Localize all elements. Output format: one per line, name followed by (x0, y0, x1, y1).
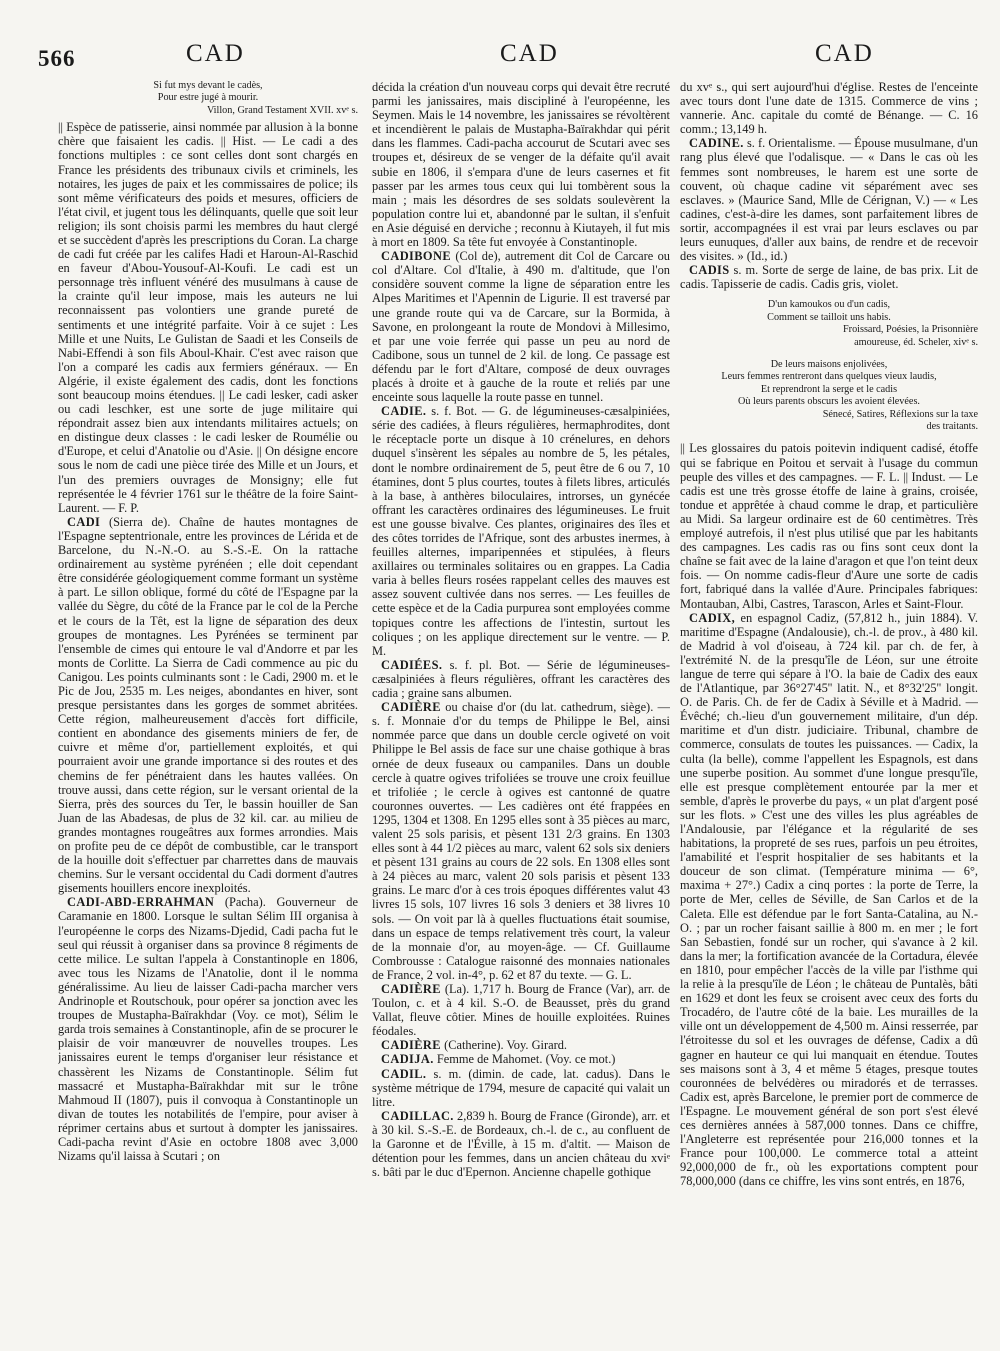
entry-headword: CADIX, (689, 610, 736, 625)
entry-text: (Catherine). Voy. Girard. (444, 1038, 568, 1053)
entry-text: s. f. pl. Bot. — Série de légumineuses-cæsalpiniées à fleurs régulières, offrant les caractères des cadia ; graine sans albumen. (372, 657, 670, 701)
running-head-right: CAD (815, 40, 874, 67)
entry-text: ou chaise d'or (du lat. cathedrum, siège). — s. f. Monnaie d'or du temps de Philippe le Bel, ainsi nommée parce que dans un double cercle ogiveté on voit Philippe le Bel assis de face sur une chaise gothique à bras ornée de deux fuseaux ou campaniles. Dans un double cercle à quatre ogives trifoliées se trouve une croix feuillue et trifoliée ; le cercle à ogives est cantonné de quatre couronnes ouvertes. — Les cadières ont été frappées en 1295, 1304 et 1308. En 1295 elles sont à 35 pièces au marc, valent 25 sols parisis, et pèsent 131 2/3 grains. En 1303 elles sont à 44 1/2 pièces au marc, valent 62 sols six deniers et pèsent 131 grains au cours de 22 sols. En 1308 elles sont à 24 pièces au marc, valent 20 sols parisis et pèsent 133 grains. Le marc d'or à ces trois époques différentes valut 43 livres 15 sols, 107 livres 16 sols 3 deniers et 38 livres 10 sols. — On voit par là à quelles fluctuations était soumise, dans un espace de temps relativement très court, la valeur de la monnaie d'or, au moyen-âge. — Cf. Guillaume Combrousse : Catalogue raisonné des monnaies nationales de France, 2 vol. in-4°, p. 62 et 87 du texte. — G. L. (372, 700, 670, 982)
entry-text: s. m. (dimin. de cade, lat. cadus). Dans le système métrique de 1794, mesure de capacité qui valait un litre. (372, 1066, 670, 1109)
entry-headword: CADIÈRE (381, 982, 441, 996)
verse-line: Où leurs parents obscurs les avoient élevées. (738, 396, 920, 408)
entry-cadillac (372, 1109, 670, 1179)
entry-headword: CADILLAC. (381, 1108, 454, 1123)
entry-headword: CADIÉES. (381, 657, 443, 672)
verse-line: Pour estre jugé à mourir. (157, 92, 259, 104)
entry-cadiere-la (372, 982, 670, 1038)
running-head-center: CAD (500, 40, 559, 67)
verse-line: Et reprendront la serge et le cadis (760, 383, 898, 395)
page-header (0, 40, 1000, 70)
verse-citation: Froissard, Poésies, la Prisonnière (843, 324, 978, 336)
entry-cadis (680, 263, 978, 291)
entry-cadi-abd-errahman (58, 895, 358, 1163)
entry-text: (Sierra de). Chaîne de hautes montagnes de l'Espagne septentrionale, entre les provinces de Lérida et de Barcelone, du N.-N.-O. au S.-S.-E. On la rattache ordinairement au système pyrénéen ; elle doit cependant être considérée géologiquement comme formant un système à part. Le sillon oblique, formé du côté de l'Espagne par la vallée du Sègre, du côté de la France par le col de la Perche et le cours de la Têt, est la ligne de séparation des deux groupes de montagnes. Les Pyrénées se terminent par l'ensemble de cimes qui entoure le val d'Andorre et par les monts de Corlitte. La Sierra de Cadi commence au pic du Canigou. Les points culminants sont : le Cadi, 2900 m. et le Pic de Jou, 2535 m. Les neiges, abondantes en hiver, sont presque persistantes dans les gorges de sommet abritées. Cette région, malheureusement d'accès fort difficile, contient en abondance des gisements miniers de fer, de cuivre et même d'or, partiellement exploités, et qui pourraient avoir une grande importance si des routes et des chemins de fer pénétraient dans les hautes vallées. On trouve aussi, dans cette région, sur le versant oriental de la Sierra, près des sources du Ter, le bassin houiller de San Juan de las Abadesas, de plus de 32 kil. car. au milieu de grandes montagnes rougeâtres aux formes arrondies. Mais on profite peu de ce dépôt de combustible, car le transport de la houille doit s'effectuer par charrettes dans de mauvais chemins. Sur le versant occidental du Cadi dorment d'autres gisements houillers encore inexploités. (58, 514, 358, 896)
text-column-2 (372, 80, 670, 1342)
verse-line: D'un kamoukos ou d'un cadis, (767, 299, 891, 311)
page-number: 566 (38, 46, 76, 71)
entry-headword: CADIL. (381, 1066, 427, 1081)
verse-quote (680, 359, 978, 433)
entry-text: en espagnol Cadiz, (57,812 h., juin 1884). V. maritime d'Espagne (Andalousie), ch.-l. de prov., à 480 kil. de Madrid à vol d'oiseau, à 724 kil. par ch. de fer, à l'extrémité N. de la presqu'île de Léon, sur une étroite langue de terre qui sépare à l'O. la baie de Cadix des eaux de l'Atlantique, par 36°27'45'' latit. N., et 8°32'25'' longit. O. de Paris. Ch. de fer de Cadix à Séville et à Madrid. — Évêché; ch.-lieu d'un gouvernement militaire, d'un dép. maritime et d'un distr. judiciaire. Tribunal, chambre de commerce, consulats de toutes les puissances. — Cadix, la culta (la belle), comme l'appellent les Espagnols, est dans une superbe position. Au sommet d'une longue presqu'île, elle est presque complètement entourée par la mer et semble, d'après le proverbe du pays, « un plat d'argent posé sur les flots. » C'est une des villes les plus agréables de l'Andalousie, par l'élégance et la régularité de ses habitations, la propreté de ses rues, parfois un peu étroites, l'amabilité et l'esprit hospitalier de ses habitants et la douceur de son climat. (Température minima — 6°, maxima + 27°.) Cadix a cinq portes : la porte de Terre, la porte de Mer, celles de Séville, de San Carlos et de la Caleta. Elle est défendue par le fort Santa-Catalina, au N.-O. ; par un rocher faisant saillie à 800 m. en mer ; le fort San Sebastien, fondé sur un rocher, qui s'avance à 2 kil. dans la mer; la fortification avancée de la Cortadura, élevée en 1810, pour empêcher l'accès de la ville par l'isthme qui la relie à la presqu'île de Léon ; le château de Puntalès, bâti en 1629 et dont les feux se croisent avec ceux des forts du Trocadéro, de l'autre côté de la baie. Les murailles de la ville ont un développement de 4,500 m. Ainsi resserrée, par l'étroitesse du sol et les ouvrages de défense, Cadix a dû gagner en hauteur ce qui lui manquait en étendue. Toutes ses maisons sont à 3, 4 et même 5 étages, presque toutes couronnées de belvédères ou miradorés et de terrasses. Cadix est, après Barcelone, le premier port de commerce de l'Espagne. Le mouvement général de son port s'est élevé ces dernières années à 587,000 tonnes. Dans ce chiffre, l'Angleterre est représentée pour 216,000 tonnes et la France pour 100,000. Le commerce total a atteint 92,000,000 de fr., où les exportations comptent pour 78,000,000 (dans ce chiffre, les vins sont entrés, en 1876, (680, 610, 978, 1189)
paragraph: || Les glossaires du patois poitevin indiquent cadisé, étoffe qui se fabrique en Poitou et servait à l'usage du commun peuple des villes et des campagnes. — F. L. || Indust. — Le cadis est une très grosse étoffe de laine à grains, croisée, tondue et apprêtée à chaud comme le drap, et particulière au Midi. Sa largeur ordinaire est de 60 centimètres. Très employé autrefois, il n'est plus utilisé que par les habitants des campagnes. Les cadis ras ou fins sont ceux dont la chaîne se fait avec de la laine d'aragon et que l'on teint deux fois. — On nomme cadis-fleur d'Aure une sorte de cadis fort, fabriqué dans la vallée d'Aure. Principales fabriques: Montauban, Albi, Castres, Tarascon, Arles et Saint-Flour. (680, 441, 978, 611)
entry-cadi (58, 515, 358, 896)
entry-headword: CADIJA. (381, 1052, 434, 1067)
verse-line: Comment se tailloit uns habis. (767, 311, 891, 323)
text-column-1 (58, 80, 358, 1342)
verse-citation: Sénecé, Satires, Réflexions sur la taxe (822, 408, 978, 420)
entry-cadibone (372, 249, 670, 404)
entry-text: (Col de), autrement dit Col de Carcare ou col d'Altare. Col d'Italie, à 490 m. d'altitude, que l'on considère souvent comme la ligne de séparation entre les Alpes Maritimes et l'Apennin de Ligurie. Il est traversé par une grande route qui va de Carcare, sur la Bormida, à Savone, en prolongeant la route de Mondovi à Millesimo, et par une voie ferrée qui passe un peu au nord de Cadibone, sous un tunnel de 2 kil. de long. Ce passage est défendu par le fort d'Altare, composé de deux ouvrages placés à droite et à gauche de la route et reliés par une enceinte sous laquelle la route passe en tunnel. (372, 249, 670, 405)
entry-cadie (372, 404, 670, 658)
verse-line: Leurs femmes rentreront dans quelques vieux laudis, (721, 371, 937, 383)
paragraph: décida la création d'un nouveau corps qui devait être recruté parmi les janissaires, mais discipliné à l'européenne, les Seymen. Mais le 14 novembre, les janissaires se révoltèrent et incendièrent le palais de Mustapha-Baïrakhdar qui périt dans les flammes. Cadi-pacha accourut de Scutari avec ses troupes et, désireux de se venger de la défaite qu'il avait subie en 1806, il s'empara d'une de leurs casernes et fit passer par les armes tous ceux qui lui tombèrent sous la main ; mais les désordres de ses soldats soulevèrent la population contre lui et, abandonné par le sultan, il s'enfuit en Asie déguisé en derviche ; reconnu à Kiutayeh, il fut mis à mort en 1809. Sa tête fut envoyée à Constantinople. (372, 80, 670, 250)
entry-text: (Pacha). Gouverneur de Caramanie en 1800. Lorsque le sultan Sélim III organisa à l'européenne le corps des Nizams-Djedid, Cadi pacha fut le seul qui réussit à organiser dans sa province 8 régiments de cette milice. Le sultan l'appela à Constantinople en 1806, avec tous les Nizams de l'Anatolie, dont il le nomma généralissime. Au lieu de laisser Cadi-pacha marcher vers Andrinople et Routschouk, pour opérer sa jonction avec les troupes de Mustapha-Baïrakhdar (Voy. ce mot), Sélim le garda trois semaines à Constantinople, afin de se procurer le plaisir de voir manœuvrer de nouvelles troupes. Les janissaires eurent le temps d'organiser leur résistance et chassèrent les Nizams de Constantinople. Sélim fut massacré et Mustapha-Baïrakhdar mit sur le trône Mahmoud II (1807), puis il convoqua à Constantinople un divan de toutes les notabilités de l'empire, pour aviser à réprimer certains abus et surtout à dompter les janissaires. Cadi-pacha revint d'Asie en octobre 1808 avec 3,000 Nizams qu'il laissa à Scutari ; on (58, 895, 358, 1164)
verse-citation: Villon, Grand Testament XVII. xvᵉ s. (206, 104, 358, 116)
entry-headword: CADIÈRE (381, 1038, 441, 1053)
verse-citation: des traitants. (926, 421, 978, 433)
running-head-left: CAD (186, 40, 245, 67)
verse-quote (680, 299, 978, 349)
entry-headword: CADI-ABD-ERRAHMAN (67, 895, 215, 910)
entry-cadine (680, 136, 978, 263)
entry-headword: CADI (67, 514, 101, 529)
paragraph: || Espèce de patisserie, ainsi nommée par allusion à la bonne chère que faisaient les cadis. || Hist. — Le cadi a des fonctions multiples : ce sont celles dont sont chargés en France les présidents des tribunaux civils et criminels, les notaires, les juges de paix et les commissaires de police; ils sont même vérificateurs des poids et mesures, officiers de l'état civil, et jugent tous les délinquants, quelle que soit leur religion; ils sont choisis parmi les membres du haut clergé et se succèdent d'après les prescriptions du Coran. La charge de cadi fut créée par les califes Hadi et Haroun-Al-Raschid en faveur d'Abou-Yousouf-Al-Koufi. Le cadi est un personnage très influent vénéré des musulmans à cause de la crainte qu'il leur impose, mais les auteurs ne lui reconnaissent pas volontiers une grande pureté de sentiments et une intégrité parfaite. Voir à ce sujet : Les Mille et une Nuits, Le Gulistan de Saadi et les Conseils de Nabi-Effendi à son fils Aboul-Khair. C'est avec raison que l'on a comparé les cadis aux fermiers généraux. — En Algérie, il existe également des cadis, dont les fonctions sont beaucoup moins étendues. || Le cadi lesker, cadi asker ou cadi leschker, est une sorte de juge militaire qui répondrait assez bien aux intendants militaires actuels; on en distingue deux classes : le cadi lesker de Roumélie ou d'Europe, et celui d'Anatolie ou d'Asie. || On désigne encore sous le nom de cadi une pièce tirée des Mille et un Jours, et l'un des premiers ouvrages de Monsigny; elle fut représentée le 4 février 1761 sur le théâtre de la foire Saint-Laurent. — F. P. (58, 120, 358, 515)
paragraph: du xvᵉ s., qui sert aujourd'hui d'église. Restes de l'enceinte avec tours dont l'une date de 1315. Commerce de vins ; vannerie. Anc. capitale du comté de Bénange. — C. 16 comm.; 13,149 h. (680, 80, 978, 137)
entry-cadiere-catherine (372, 1038, 670, 1052)
entry-text: (La). 1,717 h. Bourg de France (Var), arr. de Toulon, c. et à 4 kil. S.-O. de Beausset, près du grand Vallat, fleuve côtier. Mines de houille exploitées. Ruines féodales. (372, 982, 670, 1039)
entry-headword: CADIE. (381, 404, 427, 419)
entry-cadix (680, 611, 978, 1189)
entry-text: s. f. Orientalisme. — Épouse musulmane, d'un rang plus élevé que l'odalisque. — « Dans le cas où les femmes sont nombreuses, le harem est une sorte de couvent, où chaque cadine vit séparément avec ses esclaves. » (Maurice Sand, Mlle de Cérignan, V.) — « Les cadines, c'est-à-dire les dames, sont parfaitement libres de sortir, accompagnées il est vrai par leurs esclaves ou par leurs eunuques, d'aller aux bains, de rendre et de recevoir des visites. » (Id., id.) (680, 136, 978, 264)
verse-quote (58, 80, 358, 117)
text-column-3 (680, 80, 978, 1342)
entry-text: s. f. Bot. — G. de légumineuses-cæsalpiniées, série des cadiées, à fleurs régulières, hermaphrodites, dont le réceptacle porte un disque à 10 crénelures, en dehors duquel s'insèrent les sépales au nombre de 5, les pétales, dont le nombre ordinairement de 5, peut être de 6 ou 7, 10 étamines, dont 5 plus courtes, toutes à filets libres, articulés à la base, à anthères biloculaires, introrses, un gynécée offrant les caractères ordinaires des légumineuses. Le fruit est une gousse bivalve. Ces plantes, originaires des îles et des côtes torrides de l'Afrique, sont des arbustes inermes, à feuilles alternes, imparipennées et stipulées, à fleurs axillaires ou terminales solitaires ou en grappes. La Cadia varia à belles fleurs rosées rappelant celles des mauves est assez souvent cultivée dans nos serres. — Les feuilles de cette espèce et de la Cadia purpurea sont employées comme topiques contre les affections de l'intestin, surtout les coliques ; on les applique directement sur le ventre. — P. M. (372, 404, 670, 658)
entry-headword: CADINE. (689, 136, 744, 151)
entry-text: s. m. Sorte de serge de laine, de bas prix. Lit de cadis. Tapisserie de cadis. Cadis gris, violet. (680, 263, 978, 292)
entry-cadil (372, 1067, 670, 1109)
entry-text: 2,839 h. Bourg de France (Gironde), arr. et à 30 kil. S.-S.-E. de Bordeaux, ch.-l. de c., au confluent de la Garonne et de l'Éville, à 15 m. d'altit. — Maison de détention pour les femmes, dans un ancien château du xviᵉ s. bâti par le duc d'Epernon. Ancienne chapelle gothique (372, 1108, 670, 1180)
entry-cadiees (372, 658, 670, 700)
entry-text: Femme de Mahomet. (Voy. ce mot.) (436, 1052, 616, 1067)
entry-headword: CADIÈRE (381, 700, 441, 715)
verse-line: Si fut mys devant le cadès, (153, 80, 263, 91)
entry-cadiere (372, 700, 670, 982)
entry-headword: CADIS (689, 263, 730, 278)
verse-line: De leurs maisons enjolivées, (770, 359, 888, 371)
entry-headword: CADIBONE (381, 249, 451, 264)
verse-citation: amoureuse, éd. Scheler, xivᵉ s. (854, 336, 978, 348)
entry-cadija (372, 1052, 670, 1066)
